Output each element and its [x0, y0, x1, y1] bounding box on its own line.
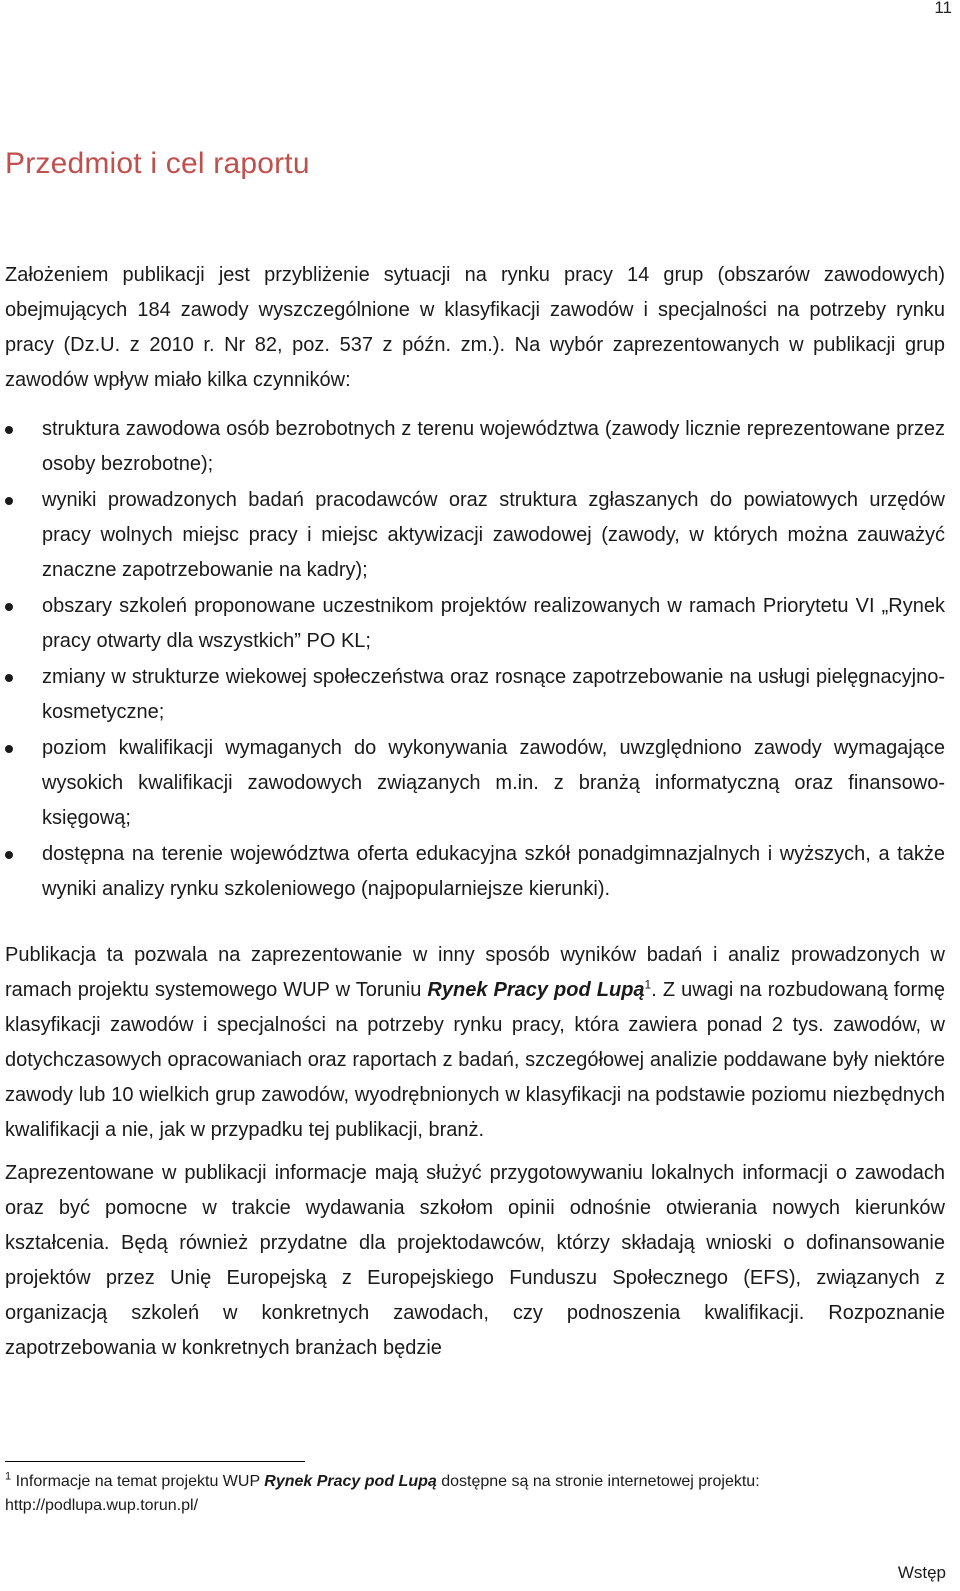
list-item-text: poziom kwalifikacji wymaganych do wykonywania zawodów, uwzględniono zawody wymagające wysokich kwalifikacji zawodowych związanych m.in. z branżą informatyczną oraz finansowo-księgową;	[42, 737, 945, 829]
bullet-icon	[5, 497, 13, 505]
footnote-reference[interactable]: 1	[644, 977, 652, 992]
list-item-text: struktura zawodowa osób bezrobotnych z terenu województwa (zawody licznie reprezentowane przez osoby bezrobotne);	[42, 418, 945, 475]
bullet-icon	[5, 745, 13, 753]
factor-list	[5, 412, 945, 907]
footnote-url[interactable]: http://podlupa.wup.torun.pl/	[5, 1497, 199, 1514]
list-item	[5, 412, 945, 482]
list-item-text: wyniki prowadzonych badań pracodawców oraz struktura zgłaszanych do powiatowych urzędów pracy wolnych miejsc pracy i miejsc aktywizacji zawodowej (zawody, w których można zauważyć znaczne zapotrzebowanie na kadry);	[42, 489, 945, 581]
list-item-text: dostępna na terenie województwa oferta edukacyjna szkół ponadgimnazjalnych i wyższych, a także wyniki analizy rynku szkoleniowego (najpopularniejsze kierunki).	[42, 843, 945, 900]
bullet-icon	[5, 851, 13, 859]
footer-section-label: Wstęp	[897, 1563, 946, 1582]
footnote-project-name: Rynek Pracy pod Lupą	[264, 1473, 437, 1490]
publication-text-end: . Z uwagi na rozbudowaną formę klasyfikacji zawodów i specjalności na potrzeby rynku pracy, która zawiera ponad 2 tys. zawodów, w dotychczasowych opracowaniach oraz raportach z badań, szczegółowej analizie poddawane były niektóre zawody lub 10 wielkich grup zawodów, wyodrębnionych w klasyfikacji na podstawie poziomu niezbędnych kwalifikacji a nie, jak w przypadku tej publikacji, branż.	[5, 979, 945, 1141]
list-item	[5, 589, 945, 659]
list-item-text: zmiany w strukturze wiekowej społeczeństwa oraz rosnące zapotrzebowanie na usługi pielęgnacyjno-kosmetyczne;	[42, 666, 945, 723]
footnote-text-end: dostępne są na stronie internetowej projektu:	[436, 1473, 760, 1490]
list-item	[5, 731, 945, 836]
main-content	[5, 258, 945, 1366]
publication-text-start: Publikacja ta pozwala na zaprezentowanie w inny sposób wyników badań i analiz prowadzonych w ramach projektu systemowego WUP w Toruniu	[5, 944, 945, 1001]
footnote-number: 1	[5, 1470, 12, 1483]
publication-paragraph	[5, 938, 945, 1148]
bullet-icon	[5, 603, 13, 611]
page-title: Przedmiot i cel raportu	[5, 147, 310, 180]
footnote-text-start: Informacje na temat projektu WUP	[11, 1473, 265, 1490]
list-item	[5, 483, 945, 588]
list-item	[5, 837, 945, 907]
project-name: Rynek Pracy pod Lupą	[427, 979, 645, 1001]
bullet-icon	[5, 426, 13, 434]
bullet-icon	[5, 674, 13, 682]
purpose-paragraph: Zaprezentowane w publikacji informacje mają służyć przygotowywaniu lokalnych informacji o zawodach oraz być pomocne w trakcie wydawania szkołom opinii odnośnie otwierania nowych kierunków kształcenia. Będą również przydatne dla projektodawców, którzy składają wnioski o dofinansowanie projektów przez Unię Europejską z Europejskiego Funduszu Społecznego (EFS), związanych z organizacją szkoleń w konkretnych zawodach, czy podnoszenia kwalifikacji. Rozpoznanie zapotrzebowania w konkretnych branżach będzie	[5, 1162, 945, 1359]
page-number: 11	[934, 0, 952, 17]
footnote	[5, 1470, 945, 1518]
footnote-separator	[5, 1461, 305, 1462]
footnote-line	[5, 1470, 945, 1494]
list-item-text: obszary szkoleń proponowane uczestnikom projektów realizowanych w ramach Priorytetu VI „Rynek pracy otwarty dla wszystkich” PO KL;	[42, 595, 945, 652]
intro-paragraph: Założeniem publikacji jest przybliżenie sytuacji na rynku pracy 14 grup (obszarów zawodowych) obejmujących 184 zawody wyszczególnione w klasyfikacji zawodów i specjalności na potrzeby rynku pracy (Dz.U. z 2010 r. Nr 82, poz. 537 z późn. zm.). Na wybór zaprezentowanych w publikacji grup zawodów wpływ miało kilka czynników:	[5, 264, 945, 391]
list-item	[5, 660, 945, 730]
